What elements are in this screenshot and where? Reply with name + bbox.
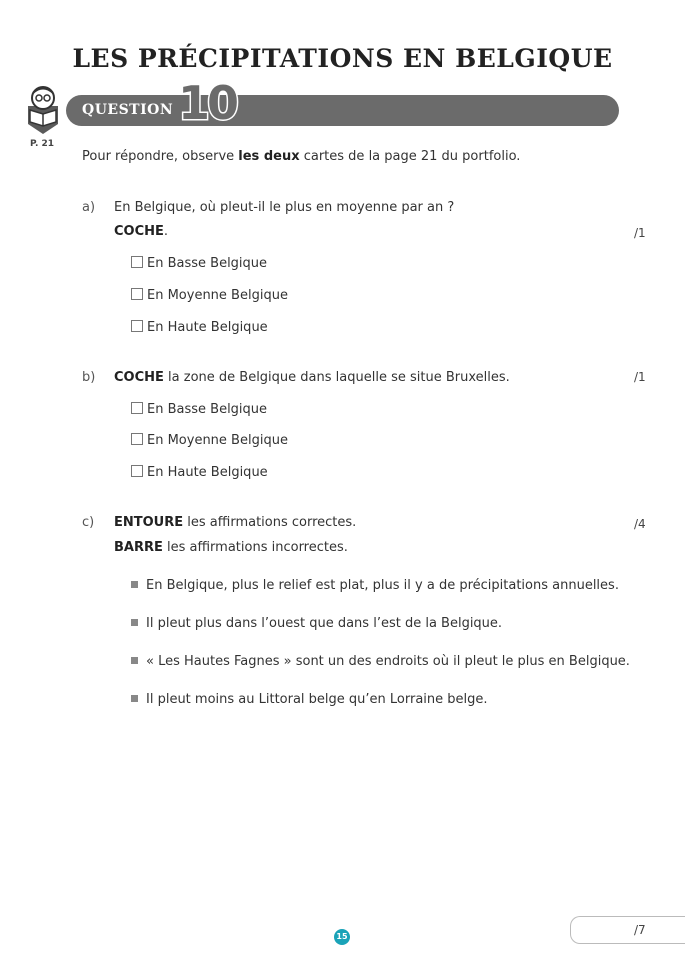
page-number-badge: 15 [334,929,350,945]
checkbox[interactable] [131,320,143,332]
statement-item[interactable]: « Les Hautes Fagnes » sont un des endroits où il pleut le plus en Belgique. [131,654,630,669]
bullet-icon [131,581,138,588]
reading-mascot-icon [24,84,62,136]
statement-item[interactable]: En Belgique, plus le relief est plat, plus il y a de précipitations annuelles. [131,578,619,593]
section-b-score: /1 [634,370,646,384]
section-c-score: /4 [634,517,646,531]
bullet-icon [131,657,138,664]
bullet-icon [131,695,138,702]
section-a-instruction: COCHE. [114,224,169,239]
section-c-letter: c) [82,515,95,530]
intro-text: Pour répondre, observe les deux cartes de la page 21 du portfolio. [82,149,521,164]
section-c-line2: BARRE les affirmations incorrectes. [114,540,348,555]
statement-item[interactable]: Il pleut plus dans l’ouest que dans l’est de la Belgique. [131,616,502,631]
section-c-line1: ENTOURE les affirmations correctes. [114,515,357,530]
section-b-option[interactable]: En Haute Belgique [131,465,268,480]
section-a-option[interactable]: En Haute Belgique [131,320,268,335]
checkbox[interactable] [131,433,143,445]
checkbox[interactable] [131,465,143,477]
question-label: QUESTION [82,102,174,118]
section-a-question: En Belgique, où pleut-il le plus en moyenne par an ? [114,200,455,215]
section-b-option[interactable]: En Moyenne Belgique [131,433,288,448]
section-b-letter: b) [82,370,96,385]
page-title: LES PRÉCIPITATIONS EN BELGIQUE [72,44,613,73]
section-b-instruction: COCHE la zone de Belgique dans laquelle se situe Bruxelles. [114,370,510,385]
page-reference: P. 21 [30,139,55,149]
total-score-box [570,916,685,944]
section-a-option[interactable]: En Moyenne Belgique [131,288,288,303]
question-number: 10 [178,76,237,130]
section-b-option[interactable]: En Basse Belgique [131,402,267,417]
checkbox[interactable] [131,256,143,268]
section-a-option[interactable]: En Basse Belgique [131,256,267,271]
section-a-letter: a) [82,200,96,215]
section-a-score: /1 [634,226,646,240]
statement-item[interactable]: Il pleut moins au Littoral belge qu’en Lorraine belge. [131,692,488,707]
total-score: /7 [634,923,646,937]
checkbox[interactable] [131,402,143,414]
bullet-icon [131,619,138,626]
checkbox[interactable] [131,288,143,300]
